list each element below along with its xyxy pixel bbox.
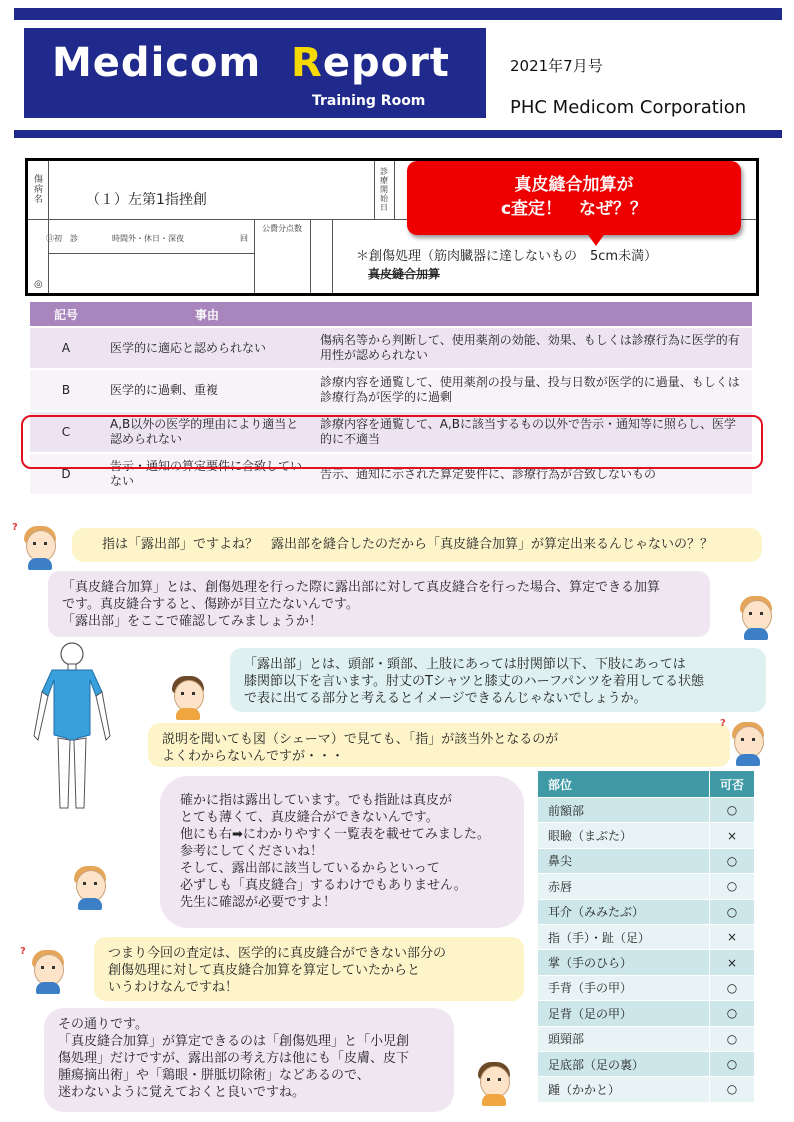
part-cell: 鼻尖: [538, 848, 710, 873]
body-part-table: [537, 770, 755, 1103]
table-row: [30, 370, 752, 410]
reason-cell: 医学的に適応と認められない: [102, 328, 312, 368]
speech-line: 他にも右➡にわかりやすく一覧表を載せてみました。: [180, 827, 490, 842]
speech-answer-2: [160, 776, 524, 928]
part-cell: 踵（かかと）: [538, 1077, 710, 1102]
after-hours-label: 時間外・休日・深夜: [112, 234, 184, 243]
part-cell: 前額部: [538, 798, 710, 823]
man-teacher-avatar: [474, 1058, 514, 1104]
speech-question-1: [72, 528, 762, 562]
man-teacher-avatar: [168, 672, 208, 718]
speech-line: です。真皮縫合すると、傷跡が目立たないんです。: [62, 597, 359, 612]
speech-line: つまり今回の査定は、医学的に真皮縫合ができない部分の: [108, 946, 447, 961]
first-visit-label: ⑪初 診: [46, 234, 78, 243]
part-cell: 眼瞼（まぶた）: [538, 823, 710, 848]
speech-line: 迷わないように覚えておくと良いですね。: [58, 1085, 306, 1100]
company-name: PHC Medicom Corporation: [510, 97, 747, 118]
ok-cell: ○: [710, 1077, 755, 1102]
header-top-bar: [14, 8, 782, 20]
speech-line: とても薄くて、真皮縫合ができないんです。: [180, 810, 439, 825]
diagnosis-text: （１）左第1指挫創: [86, 192, 207, 208]
table-row: [538, 924, 755, 949]
header-ok: 可否: [710, 771, 755, 798]
callout-line-2: c査定！ なぜ？？: [500, 199, 648, 219]
part-cell: 耳介（みみたぶ）: [538, 899, 710, 924]
ok-cell: ○: [710, 874, 755, 899]
header-bottom-bar: [14, 130, 782, 138]
woman-avatar: ?: [20, 522, 60, 568]
speech-line: 説明を聞いても図（シェーマ）で見ても、「指」が該当外となるのが: [162, 732, 559, 747]
speech-line: で表に出てる部分と考えるとイメージできるんじゃないでしょうか。: [244, 691, 647, 706]
speech-line: 創傷処理に対して真皮縫合加算を算定していたからと: [108, 963, 421, 978]
logo-subtitle: Training Room: [312, 93, 426, 109]
speech-teacher-1: [230, 648, 766, 712]
callout-line-1: 真皮縫合加算が: [514, 175, 634, 195]
header-part: 部位: [538, 771, 710, 798]
reason-cell: A,B以外の医学的理由により適当と認められない: [102, 412, 312, 452]
reason-cell: 医学的に過剰、重複: [102, 370, 312, 410]
part-cell: 指（手）・趾（足）: [538, 924, 710, 949]
speech-line: 膝関節以下を言います。肘丈のTシャツと膝丈のハーフパンツを着用してる状態: [244, 674, 704, 689]
logo: Medicom Report: [52, 40, 450, 86]
kai-label: 回: [240, 234, 248, 243]
highlight-ring-row-c: [21, 415, 763, 469]
ok-cell: ○: [710, 1001, 755, 1026]
speech-answer-1: [48, 571, 710, 637]
table-row: [538, 1026, 755, 1051]
table-row: [538, 1051, 755, 1076]
ok-cell: ○: [710, 798, 755, 823]
speech-line: 先生に確認が必要ですよ！: [180, 895, 337, 910]
table-header-row: [30, 302, 752, 326]
speech-answer-3: [44, 1008, 454, 1112]
procedure-text: ＊創傷処理（筋肉臓器に達しないもの 5cm未満）: [356, 249, 658, 264]
speech-line: 必ずしも「真皮縫合」するわけでもありません。: [180, 878, 467, 893]
speech-line: そして、露出部に該当しているからといって: [180, 861, 440, 876]
part-cell: 足背（足の甲）: [538, 1001, 710, 1026]
ok-cell: ○: [710, 1026, 755, 1051]
detail-cell: 傷病名等から判断して、使用薬剤の効能、効果、もしくは診療行為に医学的有用性が認められない: [312, 328, 752, 368]
header-detail: [312, 302, 752, 326]
speech-line: 「真皮縫合加算」とは、創傷処理を行った際に露出部に対して真皮縫合を行った場合、算定できる加算: [62, 580, 661, 595]
speech-question-2: [148, 723, 730, 767]
speech-question-3: [94, 937, 524, 1001]
code-cell: B: [30, 370, 102, 410]
code-cell: C: [30, 412, 102, 452]
points-label: 公費分点数: [262, 224, 302, 233]
table-row: [538, 823, 755, 848]
woman-avatar: ?: [728, 718, 768, 764]
ok-cell: ○: [710, 1051, 755, 1076]
speech-line: その通りです。: [58, 1017, 148, 1032]
table-row: [538, 848, 755, 873]
table-row: [538, 950, 755, 975]
part-cell: 頭頸部: [538, 1026, 710, 1051]
table-row: [538, 798, 755, 823]
part-cell: 手背（手の甲）: [538, 975, 710, 1000]
struck-item: 真皮縫合加算: [368, 267, 441, 281]
speech-line: いうわけなんですね！: [108, 980, 239, 995]
table-row: [538, 1077, 755, 1102]
detail-cell: 診療内容を通覧して、A,Bに該当するもの以外で告示・通知等に照らし、医学的に不適当: [312, 412, 752, 452]
table-row: [538, 1001, 755, 1026]
woman-avatar: ?: [28, 946, 68, 992]
table-row: [538, 874, 755, 899]
header-code: 記号: [30, 302, 102, 326]
detail-cell: 告示、通知に示された算定要件に、診療行為が合致しないもの: [312, 454, 752, 494]
ok-cell: ×: [710, 950, 755, 975]
speech-line: 「露出部」とは、頭部・頸部、上肢にあっては肘関節以下、下肢にあっては: [244, 657, 686, 672]
woman-avatar: [736, 592, 776, 638]
ok-cell: ○: [710, 975, 755, 1000]
ok-cell: ×: [710, 823, 755, 848]
callout-tail: [586, 232, 606, 246]
speech-line: 傷処理」だけですが、露出部の考え方は他にも「皮膚、皮下: [58, 1051, 410, 1066]
woman-avatar: [70, 862, 110, 908]
alert-callout: [407, 161, 741, 235]
speech-line: 腫瘍摘出術」や「鶏眼・胼胝切除術」などあるので、: [58, 1068, 370, 1083]
circle-mark: ◎: [34, 279, 43, 290]
speech-line: 「真皮縫合加算」が算定できるのは「創傷処理」と「小児創: [58, 1034, 410, 1049]
speech-line: 確かに指は露出しています。でも指趾は真皮が: [180, 793, 452, 808]
code-cell: A: [30, 328, 102, 368]
speech-text: 指は「露出部」ですよね？ 露出部を縫合したのだから「真皮縫合加算」が算定出来るんじゃないの？？: [102, 537, 714, 552]
speech-line: 「露出部」をここで確認してみましょうか！: [62, 614, 323, 629]
ok-cell: ×: [710, 924, 755, 949]
part-cell: 赤唇: [538, 874, 710, 899]
label-start-date: 診療開始日: [380, 167, 388, 212]
part-cell: 足底部（足の裏）: [538, 1051, 710, 1076]
ok-cell: ○: [710, 848, 755, 873]
detail-cell: 診療内容を通覧して、使用薬剤の投与量、投与日数が医学的に過量、もしくは診療行為が医学的に過剰: [312, 370, 752, 410]
ok-cell: ○: [710, 899, 755, 924]
issue-date: 2021年7月号: [510, 57, 603, 75]
reason-cell: 告示・通知の算定要件に合致していない: [102, 454, 312, 494]
table-row: [30, 328, 752, 368]
header-reason: 事由: [102, 302, 312, 326]
body-schema-figure: [22, 640, 122, 815]
table-header-row: [538, 771, 755, 798]
table-row: [538, 899, 755, 924]
speech-line: よくわからないんですが・・・: [162, 749, 345, 764]
code-cell: D: [30, 454, 102, 494]
part-cell: 掌（手のひら）: [538, 950, 710, 975]
speech-line: 参考にしてくださいね！: [180, 844, 324, 859]
table-row: [538, 975, 755, 1000]
label-disease: 傷病名: [34, 175, 44, 205]
